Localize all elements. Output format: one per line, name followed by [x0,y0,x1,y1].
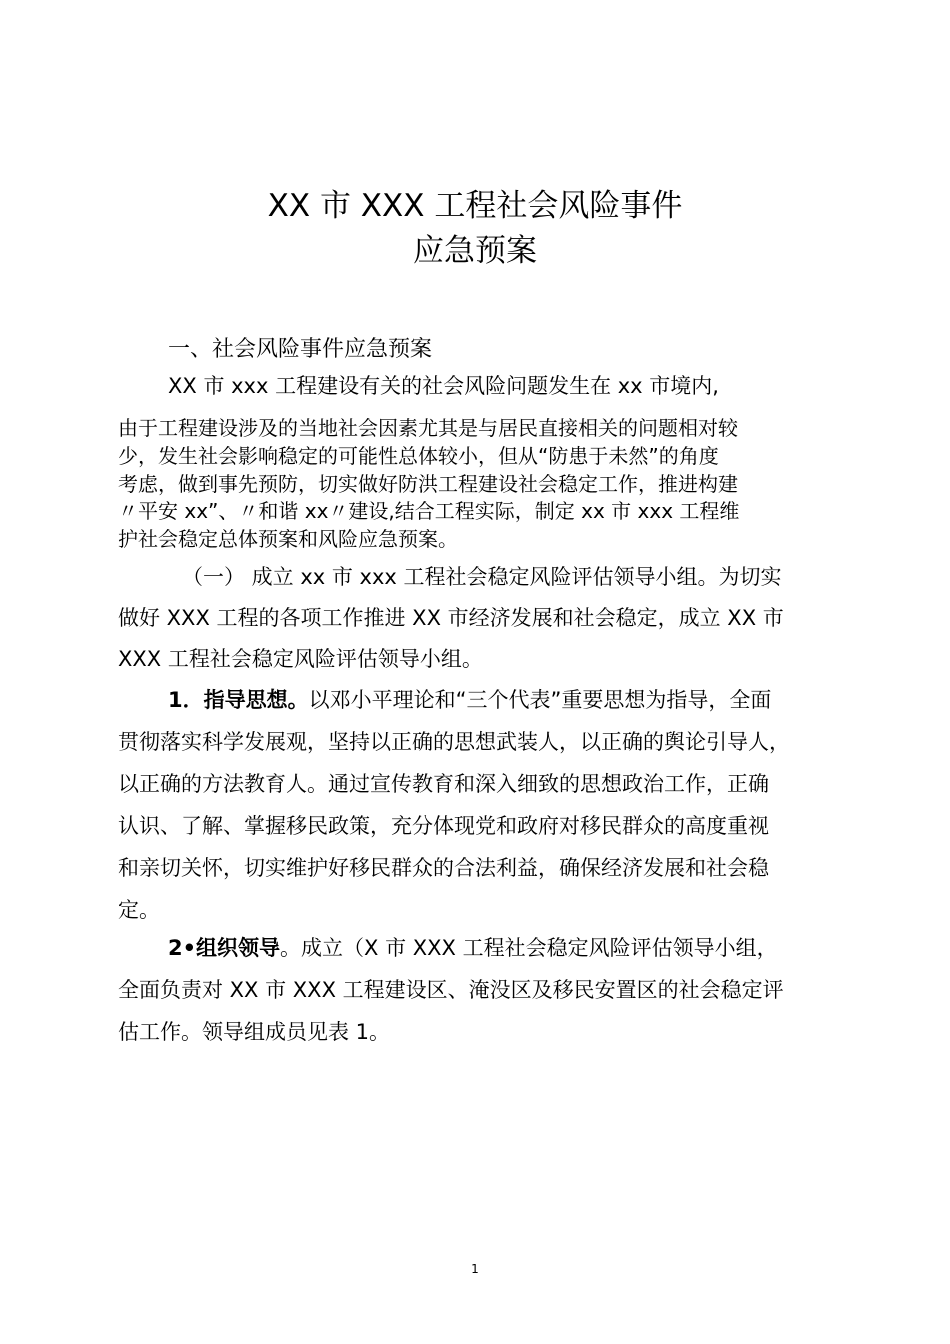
item-1-label: 1．指导思想。 [168,688,309,712]
intro-line: 考虑，做到事先预防，切实做好防洪工程建设社会稳定工作，推进构建 [118,472,738,496]
subsection-line: XXX 工程社会稳定风险评估领导小组。 [118,647,483,671]
intro-line: 少，发生社会影响稳定的可能性总体较小，但从“防患于未然”的角度 [118,444,719,468]
subsection-line: 做好 XXX 工程的各项工作推进 XX 市经济发展和社会稳定，成立 XX 市 [118,606,784,630]
subsection-line: （一） 成立 xx 市 xxx 工程社会稳定风险评估领导小组。为切实 [182,565,782,589]
item-2-line: 估工作。领导组成员见表 1。 [118,1020,391,1044]
item-2-line: 全面负责对 XX 市 XXX 工程建设区、淹没区及移民安置区的社会稳定评 [118,978,784,1002]
item-2-text: 。成立（X 市 XXX 工程社会稳定风险评估领导小组， [280,936,778,960]
item-1-first-line [168,684,771,716]
document-title-line-2: 应急预案 [413,233,537,269]
item-1-line: 认识、了解、掌握移民政策，充分体现党和政府对移民群众的高度重视 [118,814,769,838]
intro-line: 由于工程建设涉及的当地社会因素尤其是与居民直接相关的问题相对较 [118,416,738,440]
item-2-label: 2•组织领导 [168,936,281,960]
item-1-line: 定。 [118,898,160,922]
section-heading: 一、社会风险事件应急预案 [168,337,433,362]
document-title-line-1: XX 市 XXX 工程社会风险事件 [267,188,683,224]
item-1-text: 以邓小平理论和“三个代表”重要思想为指导，全面 [308,688,772,712]
intro-first-line: XX 市 xxx 工程建设有关的社会风险问题发生在 xx 市境内, [168,374,719,398]
item-1-line: 和亲切关怀，切实维护好移民群众的合法利益，确保经济发展和社会稳 [118,856,769,880]
item-2-first-line [168,932,778,964]
page-number: 1 [471,1262,479,1276]
intro-line: 〃平安 xx”、〃和谐 xx〃建设,结合工程实际，制定 xx 市 xxx 工程维 [118,499,740,523]
item-1-line: 以正确的方法教育人。通过宣传教育和深入细致的思想政治工作，正确 [118,772,769,796]
intro-line: 护社会稳定总体预案和风险应急预案。 [118,527,458,551]
item-1-line: 贯彻落实科学发展观，坚持以正确的思想武装人，以正确的舆论引导人， [118,730,790,754]
